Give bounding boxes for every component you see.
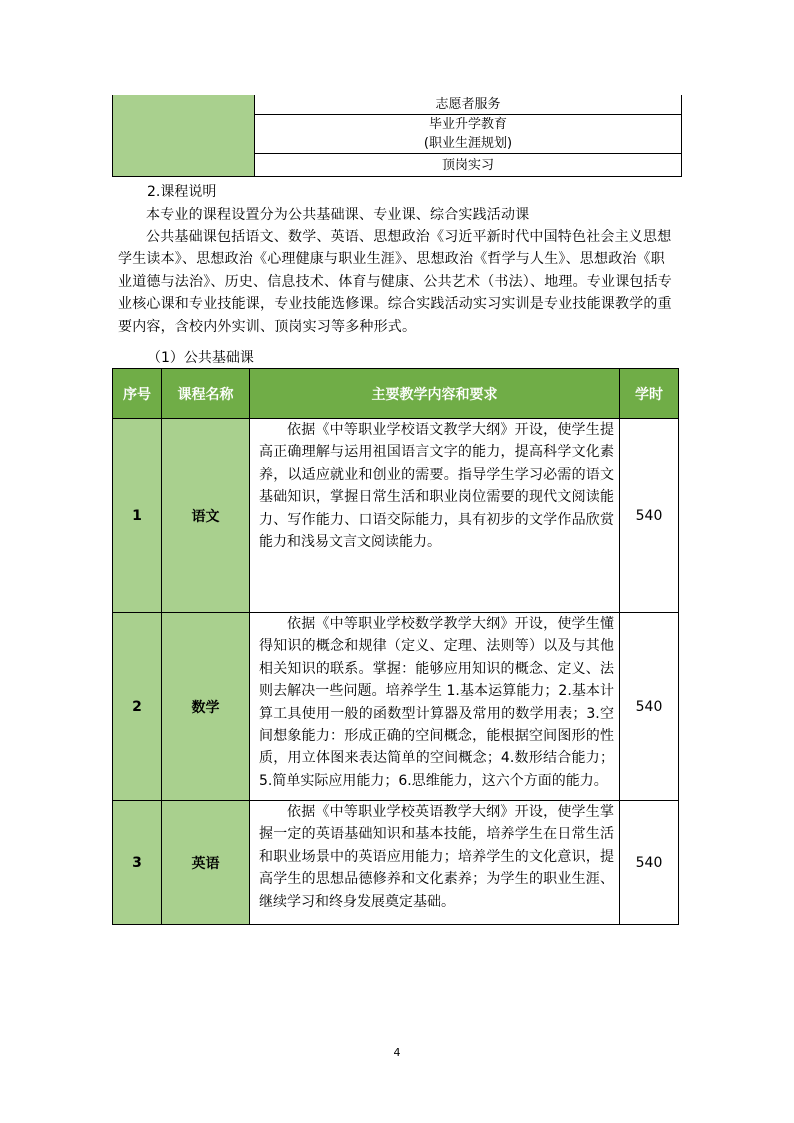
course-hours: 540	[620, 801, 679, 925]
row-number: 1	[113, 419, 162, 613]
header-course-name: 课程名称	[162, 369, 250, 419]
table-row	[113, 419, 679, 613]
course-table	[112, 368, 679, 925]
section-heading: 2.课程说明	[147, 184, 217, 200]
section-subheading: （1）公共基础课	[147, 350, 254, 366]
course-content-text: 依据《中等职业学校语文教学大纲》开设，使学生提高正确理解与运用祖国语言文字的能力，提高科学文化素养，以适应就业和创业的需要。指导学生学习必需的语文基础知识，掌握日常生活和职业岗位需要的现代文阅读能力、写作能力、口语交际能力，具有初步的文学作品欣赏能力和浅易文言文阅读能力。	[259, 422, 614, 551]
course-name: 语文	[162, 419, 250, 613]
top-table-cell: (职业生涯规划)	[255, 134, 682, 154]
course-content-text: 依据《中等职业学校数学教学大纲》开设，使学生懂得知识的概念和规律（定义、定理、法则等）以及与其他相关知识的联系。掌握：能够应用知识的概念、定义、法则去解决一些问题。培养学生 1.基本运算能力；2.基本计算工具使用一般的函数型计算器及常用的数学用表；3.空间想象能力：形成正确的空间概念，能根据空间图形的性质，用立体图来表达简单的空间概念；4.数形结合能力；5.简单实际应用能力；6.思维能力，这六个方面的能力。	[259, 616, 614, 789]
header-content: 主要教学内容和要求	[250, 369, 620, 419]
page-number: 4	[393, 1046, 401, 1059]
table-row	[113, 801, 679, 925]
top-table-cell: 顶岗实习	[255, 154, 682, 177]
course-hours: 540	[620, 613, 679, 801]
top-table-cell: 志愿者服务	[255, 95, 682, 115]
row-number: 3	[113, 801, 162, 925]
green-category-cell	[113, 95, 255, 177]
table-row	[113, 613, 679, 801]
section-paragraph-1: 本专业的课程设置分为公共基础课、专业课、综合实践活动课	[146, 207, 530, 223]
top-table-cell: 毕业升学教育	[255, 115, 682, 135]
course-content	[250, 419, 620, 613]
header-number: 序号	[113, 369, 162, 419]
course-name: 数学	[162, 613, 250, 801]
course-name: 英语	[162, 801, 250, 925]
course-hours: 540	[620, 419, 679, 613]
header-hours: 学时	[620, 369, 679, 419]
course-content	[250, 801, 620, 925]
course-content	[250, 613, 620, 801]
section-paragraph-2: 公共基础课包括语文、数学、英语、思想政治《习近平新时代中国特色社会主义思想学生读本》、思想政治《心理健康与职业生涯》、思想政治《哲学与人生》、思想政治《职业道德与法治》、历史、信息技术、体育与健康、公共艺术（书法）、地理。专业课包括专业核心课和专业技能课，专业技能选修课。综合实践活动实习实训是专业技能课教学的重要内容，含校内外实训、顶岗实习等多种形式。	[118, 229, 672, 335]
top-continuation-table	[112, 95, 682, 177]
course-content-text: 依据《中等职业学校英语教学大纲》开设，使学生掌握一定的英语基础知识和基本技能，培养学生在日常生活和职业场景中的英语应用能力；培养学生的文化意识，提高学生的思想品德修养和文化素养；为学生的职业生涯、继续学习和终身发展奠定基础。	[259, 804, 614, 910]
row-number: 2	[113, 613, 162, 801]
table-header-row	[113, 369, 679, 419]
